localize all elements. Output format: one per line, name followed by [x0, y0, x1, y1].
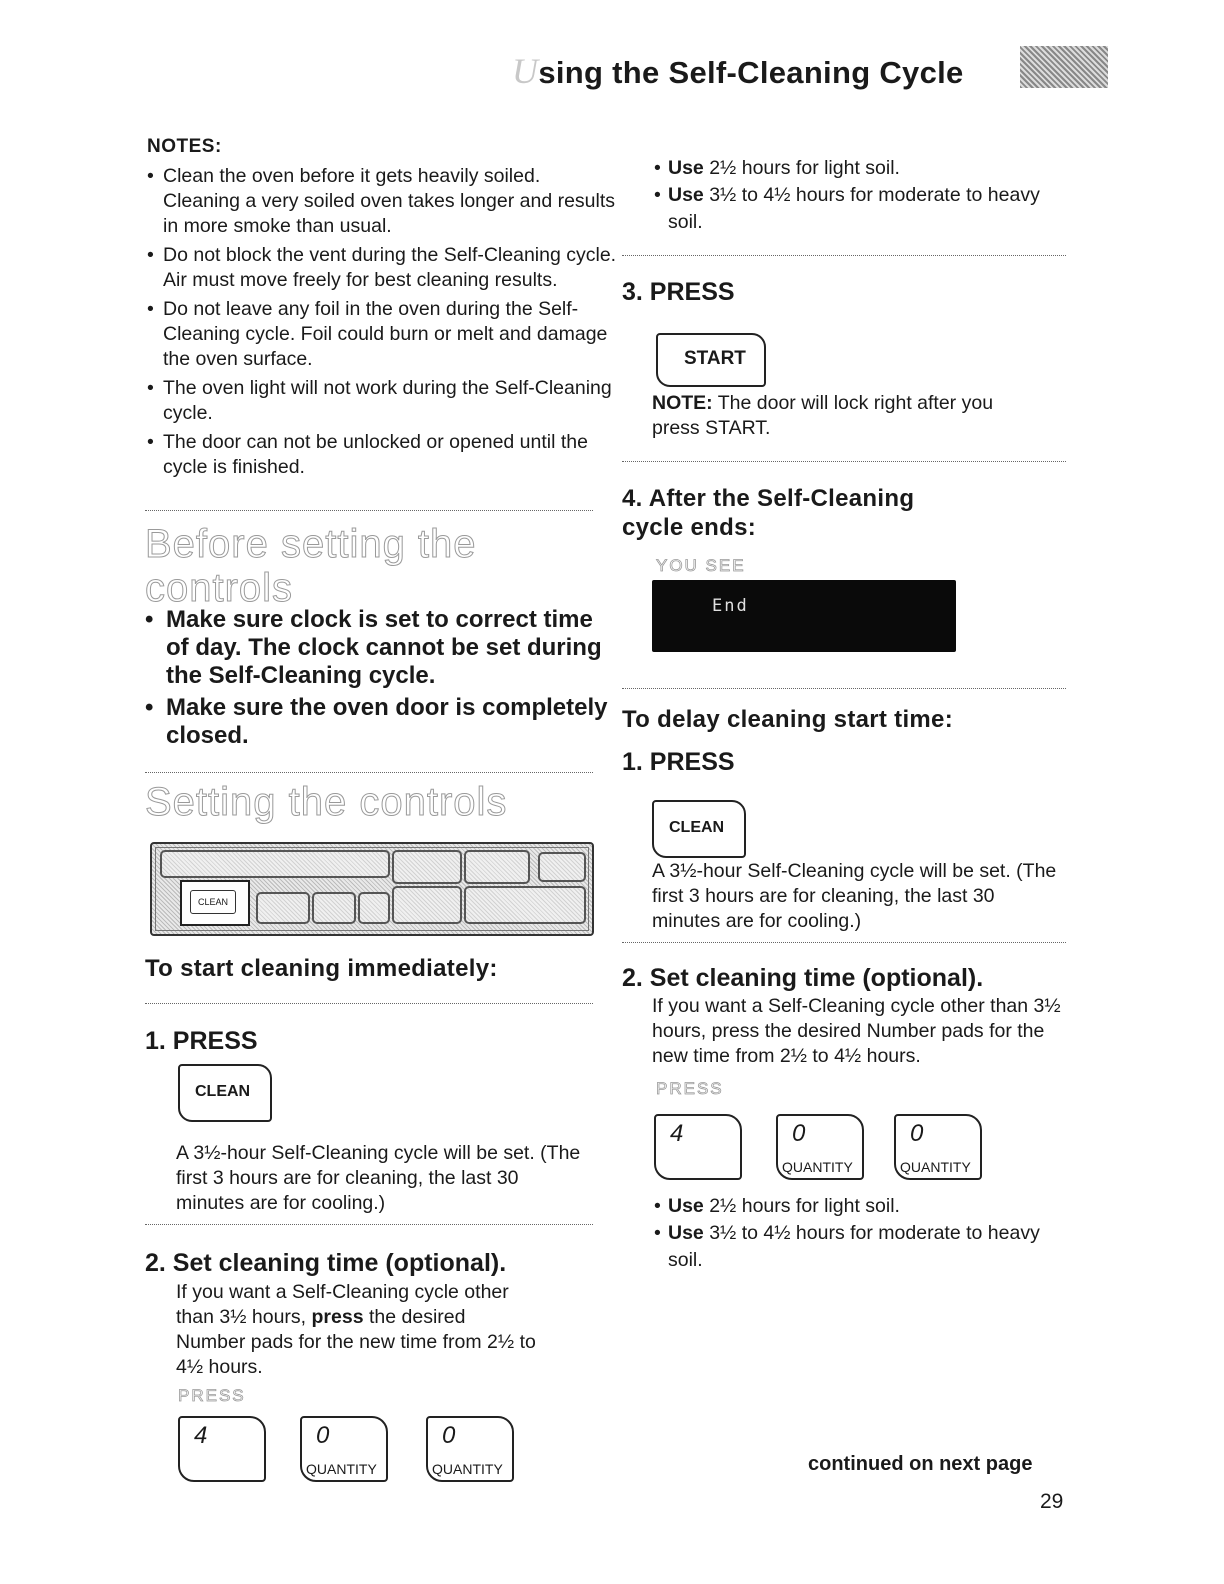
- soil-item: [654, 1193, 1054, 1220]
- note-text: The door will lock right after you press START.: [652, 392, 994, 439]
- key-sub-label: QUANTITY: [782, 1159, 853, 1175]
- soil-list-top: [654, 155, 1074, 236]
- press-label: PRESS: [656, 1079, 724, 1098]
- end-display: [652, 580, 956, 652]
- immediate-step1-title: 1. PRESS: [145, 1027, 258, 1055]
- you-see-label: YOU SEE: [656, 556, 746, 575]
- note-item: • The oven light will not work during the Self-Cleaning cycle.: [147, 376, 617, 426]
- notes-heading: NOTES:: [147, 136, 222, 157]
- clean-key-label: CLEAN: [669, 819, 725, 836]
- start-key-label: START: [684, 348, 746, 369]
- step3-note: [652, 391, 1032, 441]
- number-key-0: [300, 1416, 388, 1482]
- key-number: 0: [442, 1422, 456, 1449]
- number-key-0: [776, 1114, 864, 1180]
- clean-key: [178, 1064, 272, 1122]
- soil-item-lead: Use: [668, 1195, 704, 1217]
- delay-step2-text: If you want a Self-Cleaning cycle other than 3½ hours, press the desired Number pads for the new time from 2½ to 4½ hours.: [652, 995, 1061, 1067]
- clean-key: [652, 800, 746, 858]
- display-text: End: [712, 596, 749, 616]
- step3-title: 3. PRESS: [622, 278, 735, 306]
- number-key-4: [178, 1416, 266, 1482]
- press-label: PRESS: [178, 1386, 246, 1405]
- before-heading: Before setting the controls: [145, 522, 477, 610]
- key-number: 4: [194, 1422, 208, 1449]
- immediate-step2-title: 2. Set cleaning time (optional).: [145, 1249, 507, 1277]
- panel-button-group: [312, 892, 356, 924]
- key-number: 0: [792, 1120, 806, 1147]
- control-panel-illustration: [150, 842, 594, 936]
- divider: [622, 688, 1066, 689]
- panel-button-group: [392, 886, 462, 924]
- number-key-0: [426, 1416, 514, 1482]
- panel-button-group: [464, 850, 530, 884]
- panel-clean-label: CLEAN: [190, 890, 236, 914]
- setting-heading: Setting the controls: [145, 780, 508, 824]
- note-item: • Do not leave any foil in the oven during the Self-Cleaning cycle. Foil could burn or melt and damage the oven surface.: [147, 297, 617, 372]
- note-lead: NOTE:: [652, 392, 713, 414]
- panel-button-group: [538, 852, 586, 882]
- soil-item-text: 3½ to 4½ hours for moderate to heavy soil.: [668, 184, 1040, 233]
- key-number: 0: [910, 1120, 924, 1147]
- start-key: [656, 333, 766, 387]
- before-list: [145, 606, 615, 754]
- key-sub-label: QUANTITY: [306, 1461, 377, 1477]
- corner-tab-graphic: [1020, 46, 1108, 88]
- divider: [622, 461, 1066, 462]
- immediate-step2-text: [176, 1280, 536, 1380]
- step4-title: 4. After the Self-Cleaning cycle ends:: [622, 485, 915, 541]
- soil-item: [654, 155, 1074, 182]
- panel-button-group: [464, 886, 586, 924]
- divider: [145, 772, 593, 773]
- soil-item-lead: Use: [668, 157, 704, 179]
- title-initial: U: [512, 51, 539, 91]
- soil-item-lead: Use: [668, 1222, 704, 1244]
- key-number: 4: [670, 1120, 684, 1147]
- divider: [145, 510, 593, 511]
- soil-item-text: 3½ to 4½ hours for moderate to heavy soil.: [668, 1222, 1040, 1271]
- number-key-0: [894, 1114, 982, 1180]
- divider: [622, 255, 1066, 256]
- panel-clean-highlight: [180, 880, 250, 926]
- panel-button-group: [358, 892, 390, 924]
- soil-item: [654, 182, 1074, 236]
- delay-step1-title: 1. PRESS: [622, 748, 735, 776]
- key-sub-label: QUANTITY: [432, 1461, 503, 1477]
- title-rest: sing the Self-Cleaning Cycle: [538, 55, 964, 90]
- immediate-heading: To start cleaning immediately:: [145, 955, 498, 982]
- divider: [145, 1003, 593, 1004]
- delay-step1-text: A 3½-hour Self-Cleaning cycle will be set. (The first 3 hours are for cleaning, the last 30 minutes are for cooling.): [652, 860, 1057, 932]
- step2-text-b: the desired Number pads for the new time from 2½ to 4½ hours.: [176, 1306, 536, 1378]
- divider: [145, 1224, 593, 1225]
- soil-item-text: 2½ hours for light soil.: [709, 1195, 900, 1217]
- step2-press-word: press: [311, 1306, 364, 1328]
- notes-list: [147, 164, 617, 484]
- key-number: 0: [316, 1422, 330, 1449]
- soil-item-text: 2½ hours for light soil.: [709, 157, 900, 179]
- clean-key-label: CLEAN: [195, 1083, 251, 1100]
- page-number: 29: [1040, 1490, 1064, 1513]
- page-title: [512, 50, 964, 92]
- number-key-4: [654, 1114, 742, 1180]
- before-item: • Make sure clock is set to correct time of day. The clock cannot be set during the Self-Cleaning cycle.: [145, 606, 615, 690]
- immediate-step1-text: A 3½-hour Self-Cleaning cycle will be set. (The first 3 hours are for cleaning, the last 30 minutes are for cooling.): [176, 1142, 581, 1214]
- delay-step2-title: 2. Set cleaning time (optional).: [622, 964, 984, 992]
- soil-item: [654, 1220, 1054, 1274]
- divider: [622, 942, 1066, 943]
- note-item: • Do not block the vent during the Self-Cleaning cycle. Air must move freely for best cleaning results.: [147, 243, 617, 293]
- note-item: • The door can not be unlocked or opened until the cycle is finished.: [147, 430, 617, 480]
- before-item: • Make sure the oven door is completely closed.: [145, 694, 615, 750]
- continued-label: continued on next page: [808, 1453, 1033, 1475]
- step2-text-a: If you want a Self-Cleaning cycle other than 3½ hours,: [176, 1281, 509, 1328]
- panel-button-group: [392, 850, 462, 884]
- key-sub-label: QUANTITY: [900, 1159, 971, 1175]
- panel-display: [160, 850, 390, 878]
- panel-button-group: [256, 892, 310, 924]
- note-item: • Clean the oven before it gets heavily soiled. Cleaning a very soiled oven takes longer and results in more smoke than usual.: [147, 164, 617, 239]
- delay-heading: To delay cleaning start time:: [622, 706, 954, 733]
- soil-item-lead: Use: [668, 184, 704, 206]
- soil-list-bottom: [654, 1193, 1054, 1274]
